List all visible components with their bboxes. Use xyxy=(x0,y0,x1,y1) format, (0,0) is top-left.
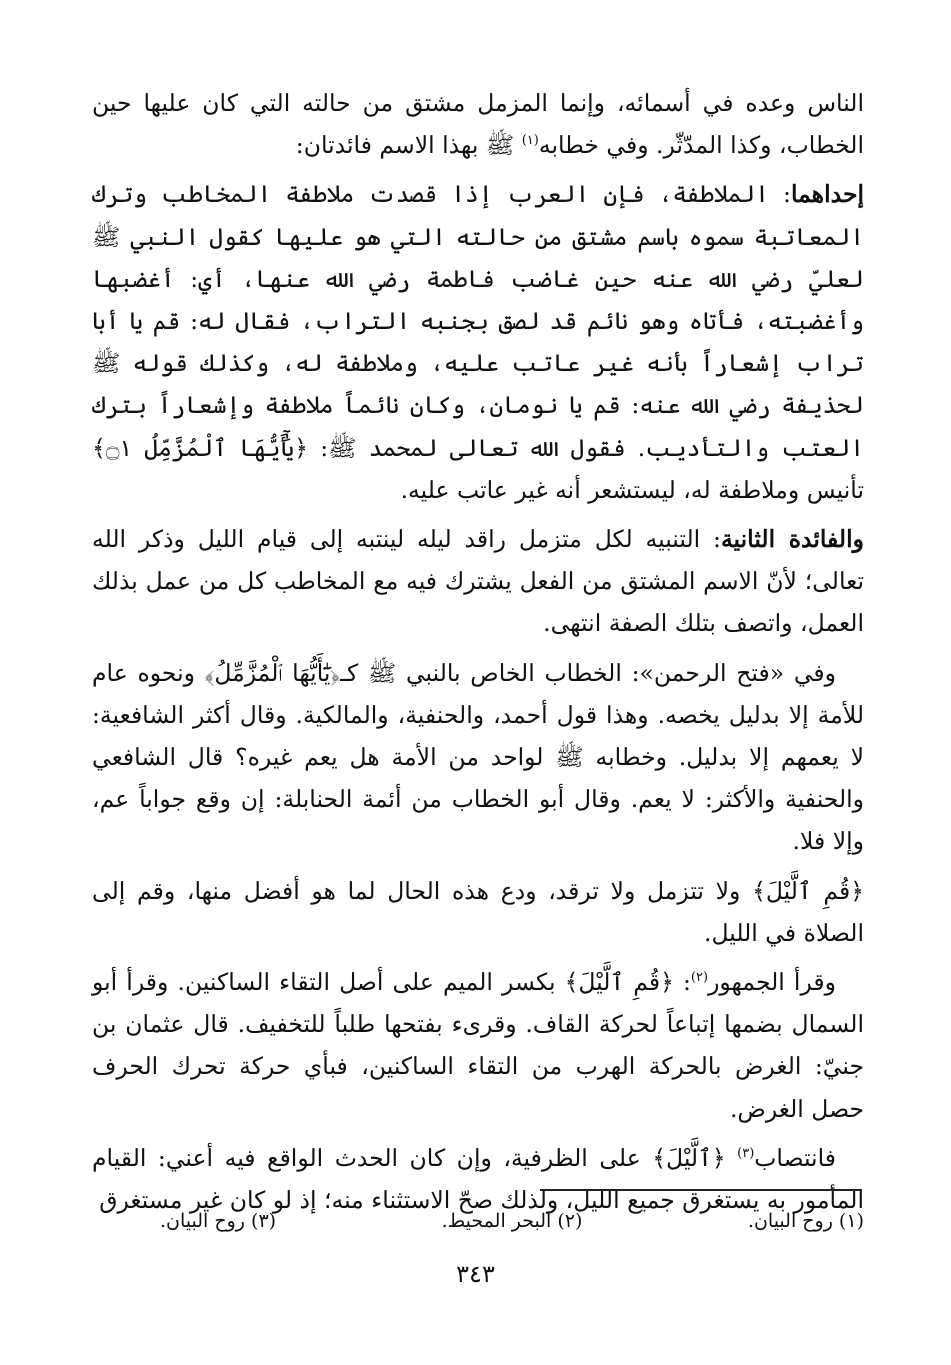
paragraph-7-text: فانتصاب xyxy=(754,1143,836,1172)
paragraph-4 xyxy=(92,652,864,863)
paragraph-1 xyxy=(92,82,864,166)
paragraph-7-after: ﴿ٱلَّيْلَ﴾ على الظرفية، وإن كان الحدث الواقع فيه أعني: القيام المأمور به يستغرق جميع الليل، ولذلك صحّ الاستثناء منه؛ إذ لو كان غير مستغرق xyxy=(92,1143,864,1215)
page-number: ٣٤٣ xyxy=(456,1260,495,1288)
paragraph-3 xyxy=(92,518,864,645)
paragraph-6-text: وقرأ الجمهور xyxy=(708,968,836,997)
paragraph-6-after: : ﴿قُمِ ٱلَّيْلَ﴾ بكسر الميم على أصل التقاء الساكنين. وقرأ أبو السمال بضمها إتباعاً لحركة القاف. وقرىء بفتحها طلباً للتخفيف. قال عثمان بن جنيّ: الغرض بالحركة الهرب من التقاء الساكنين، فبأي حركة تحرك الحرف حصل الغرض. xyxy=(92,968,864,1123)
paragraph-1-text: الناس وعده في أسمائه، وإنما المزمل مشتق من حالته التي كان عليها حين الخطاب، وكذا المدّثّر. وفي خطابه xyxy=(92,89,864,160)
footnote-divider xyxy=(540,1189,862,1191)
footnote-2: (٢) البحر المحيط. xyxy=(441,1210,583,1232)
footnotes xyxy=(160,1207,864,1235)
paragraph-5 xyxy=(92,870,864,954)
paragraph-2 xyxy=(92,173,864,511)
footnote-1: (١) روح البيان. xyxy=(747,1210,864,1232)
footnote-3: (٣) روح البيان. xyxy=(160,1210,277,1232)
paragraph-5-text: ﴿قُمِ ٱلَّيْلَ﴾ ولا تتزمل ولا ترقد، ودع هذه الحال لما هو أفضل منها، وقم إلى الصلاة في الليل. xyxy=(92,876,864,947)
paragraph-1-after: ﷺ بهذا الاسم فائدتان: xyxy=(295,131,522,160)
footnote-ref-2: (٢) xyxy=(690,970,709,986)
main-text-block xyxy=(92,82,864,1228)
paragraph-4-text: وفي «فتح الرحمن»: الخطاب الخاص بالنبي ﷺ كـ﴿يَٰٓأَيُّهَا ٱلْمُزَّمِّلُ﴾ ونحوه عام للأمة إلا بدليل يخصه. وهذا قول أحمد، والحنفية، والمالكية. وقال أكثر الشافعية: لا يعمهم إلا بدليل. وخطابه ﷺ لواحد من الأمة هل يعم غيره؟ قال الشافعي والحنفية والأكثر: لا يعم. وقال أبو الخطاب من أئمة الحنابلة: إن وقع جواباً عم، وإلا فلا. xyxy=(92,658,864,856)
paragraph-6 xyxy=(92,961,864,1130)
paragraph-2-lead: إحداهما xyxy=(790,180,864,209)
paragraph-2-text: : الملاطفة، فإن العرب إذا قصدت ملاطفة المخاطب وترك المعاتبة سموه باسم مشتق من حالته التي هو عليها كقول النبي ﷺ لعليّ رضي الله عنه حين غاضب فاطمة رضي الله عنها، أي: أغضبها وأغضبته، فأتاه وهو نائم قد لصق بجنبه التراب، فقال له: قم يا أبا تراب إشعاراً بأنه غير عاتب عليه، وملاطفة له، وكذلك قوله ﷺ لحذيفة رضي الله عنه: قم يا نومان، وكان نائماً ملاطفة وإشعاراً بترك العتب والتأديب. فقول الله تعالى لمحمد ﷺ: ﴿يَٰٓأَيُّهَا ٱلْمُزَّمِّلُ ۝١﴾ تأنيس وملاطفة له، ليستشعر أنه غير عاتب عليه. xyxy=(92,180,864,504)
paragraph-3-lead: والفائدة الثانية xyxy=(720,525,864,554)
footnote-ref-3: (٣) xyxy=(737,1146,755,1162)
footnote-ref-1: (١) xyxy=(521,133,539,149)
paragraph-3-text: : التنبيه لكل متزمل راقد ليله لينتبه إلى قيام الليل وذكر الله تعالى؛ لأنّ الاسم المشتق من الفعل يشترك فيه مع المخاطب كل من عمل بذلك العمل، واتصف بتلك الصفة انتهى. xyxy=(92,525,864,638)
